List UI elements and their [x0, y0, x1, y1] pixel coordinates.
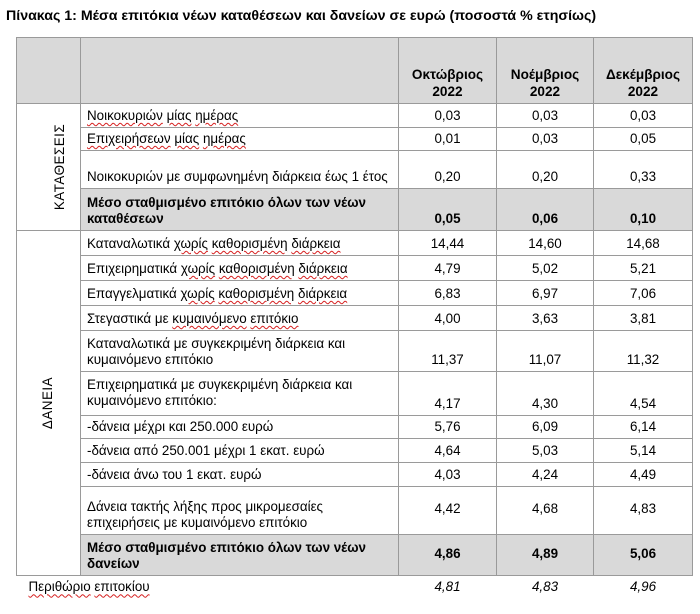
row-value: 0,20 [497, 151, 594, 189]
row-label: -δάνεια άνω του 1 εκατ. ευρώ [81, 463, 399, 487]
row-value: 11,07 [497, 331, 594, 372]
row-label: Στεγαστικά με κυμαινόμενο επιτόκιο [81, 306, 399, 331]
row-value: 0,01 [399, 128, 497, 151]
row-value: 0,06 [497, 189, 594, 231]
table-row [17, 463, 693, 487]
table-row [17, 151, 693, 189]
header-december: Δεκέμβριος 2022 [594, 38, 693, 104]
row-value: 5,14 [594, 439, 693, 463]
row-value: 6,14 [594, 416, 693, 439]
table-row [17, 256, 693, 281]
row-label: Νοικοκυριών με συμφωνημένη διάρκεια έως 1 έτος [81, 151, 399, 189]
header-empty-label [81, 38, 399, 104]
row-value: 4,68 [497, 487, 594, 535]
row-value: 14,68 [594, 231, 693, 256]
header-october: Οκτώβριος 2022 [399, 38, 497, 104]
row-value: 0,03 [399, 104, 497, 128]
table-row [17, 104, 693, 128]
row-value: 4,00 [399, 306, 497, 331]
row-value: 6,83 [399, 281, 497, 306]
row-label: Καταναλωτικά με συγκεκριμένη διάρκεια και κυμαινόμενο επιτόκιο [81, 331, 399, 372]
row-value: 0,03 [497, 104, 594, 128]
table-row [17, 487, 693, 535]
row-value: 4,42 [399, 487, 497, 535]
row-value: 0,20 [399, 151, 497, 189]
row-label: Επιχειρηματικά με συγκεκριμένη διάρκεια και κυμαινόμενο επιτόκιο: [81, 372, 399, 416]
table-row [17, 281, 693, 306]
row-value: 4,83 [594, 487, 693, 535]
interest-rates-table [16, 37, 693, 598]
row-label: -δάνεια μέχρι και 250.000 ευρώ [81, 416, 399, 439]
row-label: Μέσο σταθμισμένο επιτόκιο όλων των νέων καταθέσεων [81, 189, 399, 231]
row-label: Δάνεια τακτής λήξης προς μικρομεσαίες επιχειρήσεις με κυμαινόμενο επιτόκιο [81, 487, 399, 535]
row-value: 3,81 [594, 306, 693, 331]
row-value: 4,96 [629, 579, 657, 595]
header-row [17, 38, 693, 104]
row-value: 11,37 [399, 331, 497, 372]
row-value: 14,60 [497, 231, 594, 256]
row-label: Επιχειρηματικά χωρίς καθορισμένη διάρκεια [81, 256, 399, 281]
deposits-average-row [17, 189, 693, 231]
row-value: 4,03 [399, 463, 497, 487]
header-november: Νοέμβριος 2022 [497, 38, 594, 104]
row-value: 0,05 [594, 128, 693, 151]
table-row [17, 439, 693, 463]
margin-label: Περιθώριο επιτοκίου [28, 579, 150, 595]
loans-group-label: ΔΑΝΕΙΑ [40, 376, 56, 430]
row-value: 4,54 [594, 372, 693, 416]
table-row [17, 372, 693, 416]
row-value: 4,64 [399, 439, 497, 463]
row-value: 4,89 [497, 535, 594, 576]
row-label: Νοικοκυριών μίας ημέρας [81, 104, 399, 128]
row-label: Επαγγελματικά χωρίς καθορισμένη διάρκεια [81, 281, 399, 306]
row-value: 4,79 [399, 256, 497, 281]
row-value: 6,97 [497, 281, 594, 306]
table-row [17, 416, 693, 439]
row-value: 0,33 [594, 151, 693, 189]
row-value: 5,03 [497, 439, 594, 463]
header-empty-group [17, 38, 81, 104]
row-value: 0,03 [497, 128, 594, 151]
row-value: 4,81 [434, 579, 461, 595]
table-row [17, 306, 693, 331]
table-row [17, 231, 693, 256]
deposits-group-label: ΚΑΤΑΘΕΣΕΙΣ [52, 123, 68, 211]
loans-average-row [17, 535, 693, 576]
row-value: 5,21 [594, 256, 693, 281]
row-value: 5,76 [399, 416, 497, 439]
table-row [17, 331, 693, 372]
row-value: 4,24 [497, 463, 594, 487]
row-value: 4,49 [594, 463, 693, 487]
row-label: Καταναλωτικά χωρίς καθορισμένη διάρκεια [81, 231, 399, 256]
row-value: 5,02 [497, 256, 594, 281]
row-value: 4,30 [497, 372, 594, 416]
row-label: Επιχειρήσεων μίας ημέρας [81, 128, 399, 151]
row-value: 4,83 [531, 579, 559, 595]
row-label: -δάνεια από 250.001 μέχρι 1 εκατ. ευρώ [81, 439, 399, 463]
row-value: 0,03 [594, 104, 693, 128]
deposits-group-cell [17, 104, 81, 231]
row-label: Μέσο σταθμισμένο επιτόκιο όλων των νέων δανείων [81, 535, 399, 576]
row-value: 4,86 [399, 535, 497, 576]
row-value: 7,06 [594, 281, 693, 306]
row-value: 4,17 [399, 372, 497, 416]
row-value: 14,44 [399, 231, 497, 256]
row-value: 11,32 [594, 331, 693, 372]
table-title: Πίνακας 1: Μέσα επιτόκια νέων καταθέσεων και δανείων σε ευρώ (ποσοστά % ετησίως) [6, 8, 597, 24]
row-value: 0,10 [594, 189, 693, 231]
row-value: 3,63 [497, 306, 594, 331]
loans-group-cell [17, 231, 81, 576]
table-row [17, 128, 693, 151]
margin-row [17, 576, 693, 598]
row-value: 6,09 [497, 416, 594, 439]
row-value: 5,06 [594, 535, 693, 576]
row-value: 0,05 [399, 189, 497, 231]
